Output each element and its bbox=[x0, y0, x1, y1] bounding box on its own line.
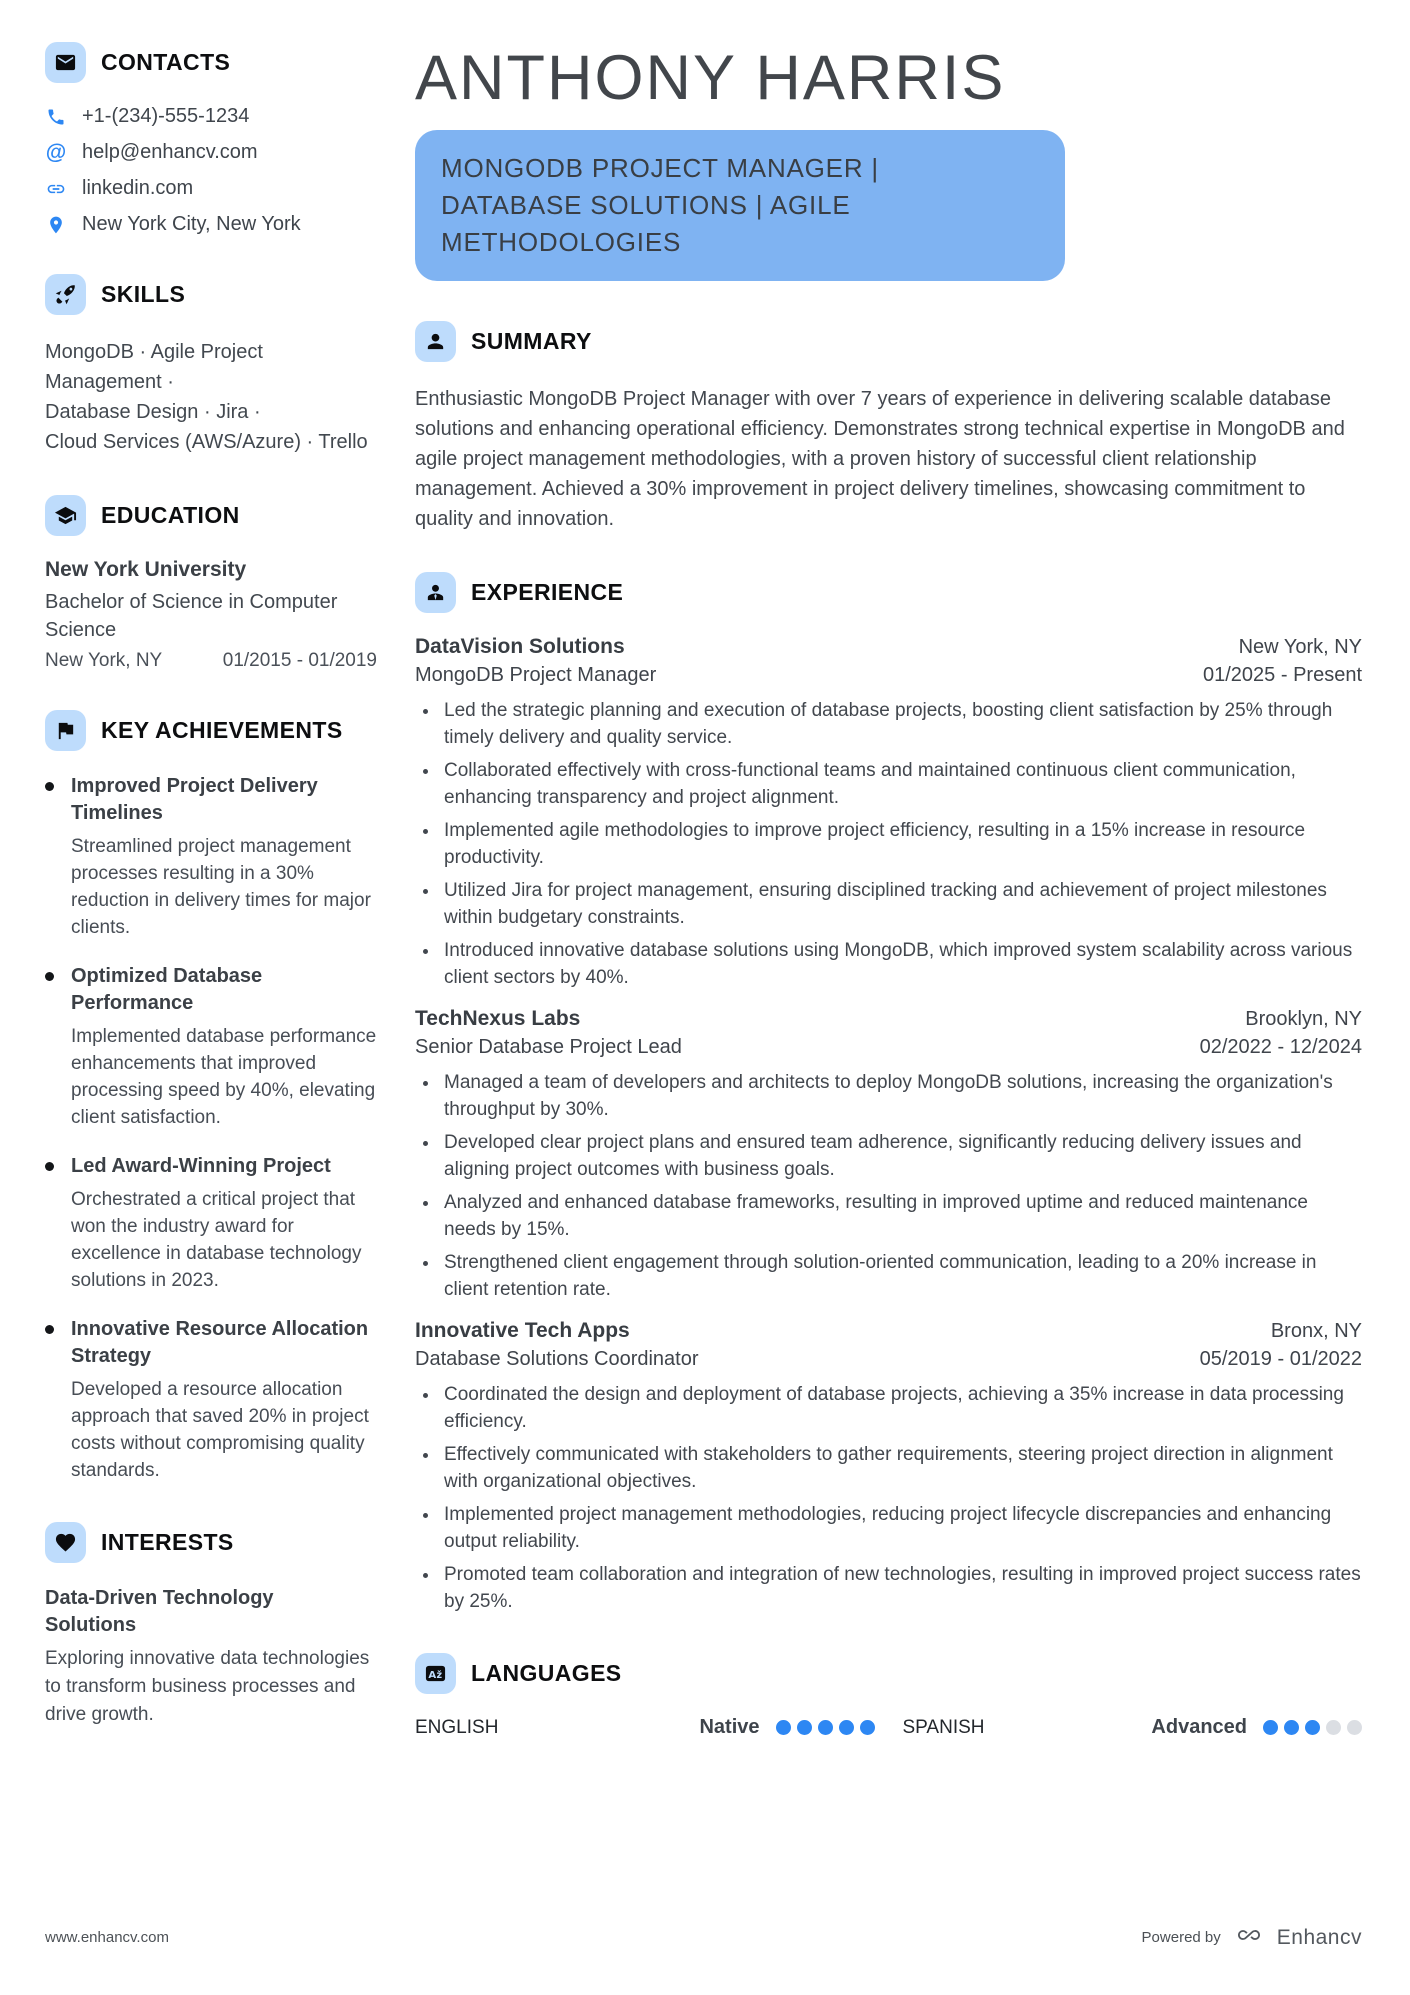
contact-location bbox=[45, 213, 377, 236]
job-dates: 02/2022 - 12/2024 bbox=[1199, 1036, 1362, 1058]
achievements-section bbox=[45, 710, 377, 1484]
achievement-heading: Improved Project Delivery Timelines bbox=[71, 775, 318, 824]
interests-section bbox=[45, 1522, 377, 1729]
achievements-title: KEY ACHIEVEMENTS bbox=[101, 717, 343, 743]
flag-icon bbox=[45, 710, 86, 751]
achievement-heading: Innovative Resource Allocation Strategy bbox=[71, 1318, 369, 1367]
skills-line: Database Design · Jira · bbox=[45, 401, 261, 423]
job-bullet: • Introduced innovative database solutions using MongoDB, which improved system scalability across various client sectors by 40%. bbox=[440, 937, 1362, 991]
achievement-heading: Led Award-Winning Project bbox=[71, 1155, 331, 1177]
translate-icon bbox=[415, 1653, 456, 1694]
skills-line: Cloud Services (AWS/Azure) · Trello bbox=[45, 431, 368, 453]
language-proficiency-dots bbox=[776, 1720, 875, 1735]
job-bullets bbox=[415, 697, 1362, 991]
language-level: Advanced bbox=[1151, 1716, 1247, 1738]
business-person-icon bbox=[415, 572, 456, 613]
education-dates: 01/2015 - 01/2019 bbox=[222, 650, 377, 671]
job-company: TechNexus Labs bbox=[415, 1007, 581, 1030]
job-dates: 05/2019 - 01/2022 bbox=[1199, 1348, 1362, 1370]
job-role: MongoDB Project Manager bbox=[415, 664, 657, 686]
achievement-item bbox=[45, 1316, 377, 1484]
contacts-header bbox=[45, 42, 377, 83]
svg-text:ž: ž bbox=[436, 1669, 443, 1681]
svg-text:A: A bbox=[428, 1669, 437, 1681]
education-location: New York, NY bbox=[45, 650, 163, 671]
contact-location-text: New York City, New York bbox=[82, 213, 301, 235]
languages-section bbox=[415, 1653, 1362, 1739]
person-name: ANTHONY HARRIS bbox=[415, 43, 1006, 113]
skills-title: SKILLS bbox=[101, 281, 186, 307]
skills-line: MongoDB · Agile Project Management · bbox=[45, 341, 263, 393]
experience-title: EXPERIENCE bbox=[471, 579, 624, 605]
job-location: New York, NY bbox=[1238, 636, 1362, 658]
envelope-icon bbox=[45, 42, 86, 83]
interests-header bbox=[45, 1522, 377, 1563]
job-bullet: • Developed clear project plans and ensured team adherence, significantly reducing delivery issues and aligning project outcomes with business goals. bbox=[440, 1129, 1362, 1183]
left-column bbox=[45, 42, 377, 1995]
job-bullets bbox=[415, 1381, 1362, 1615]
contact-email-text: help@enhancv.com bbox=[82, 141, 258, 163]
contact-linkedin[interactable] bbox=[45, 177, 377, 200]
graduation-cap-icon bbox=[45, 495, 86, 536]
skills-header bbox=[45, 274, 377, 315]
language-proficiency-dots bbox=[1263, 1720, 1362, 1735]
job-bullet: • Strengthened client engagement through solution-oriented communication, leading to a 20% increase in client retention rate. bbox=[440, 1249, 1362, 1303]
job-entry bbox=[415, 1007, 1362, 1303]
job-location: Bronx, NY bbox=[1270, 1320, 1362, 1342]
summary-text: Enthusiastic MongoDB Project Manager with over 7 years of experience in delivering scalable database solutions and enhancing operational efficiency. Demonstrates strong technical expertise in MongoDB and agile project management methodologies, with a proven history of successful client relationship management. Achieved a 30% improvement in project delivery timelines, showcasing commitment to quality and innovation. bbox=[415, 388, 1345, 530]
bullet-dot bbox=[45, 1162, 54, 1171]
bullet-dot bbox=[45, 972, 54, 981]
person-icon bbox=[415, 321, 456, 362]
education-header bbox=[45, 495, 377, 536]
job-company: Innovative Tech Apps bbox=[415, 1319, 630, 1342]
achievement-item bbox=[45, 773, 377, 941]
job-role: Senior Database Project Lead bbox=[415, 1036, 682, 1058]
job-role: Database Solutions Coordinator bbox=[415, 1348, 699, 1370]
bullet-dot bbox=[45, 1325, 54, 1334]
job-bullet: • Utilized Jira for project management, ensuring disciplined tracking and achievement of project milestones within budgetary constraints. bbox=[440, 877, 1362, 931]
page-footer bbox=[45, 1924, 1362, 1951]
link-icon bbox=[45, 178, 67, 200]
location-icon bbox=[45, 214, 67, 236]
rocket-icon bbox=[45, 274, 86, 315]
footer-website[interactable]: www.enhancv.com bbox=[45, 1929, 169, 1946]
language-item bbox=[903, 1716, 1363, 1739]
contact-email[interactable] bbox=[45, 141, 377, 164]
job-entry bbox=[415, 1319, 1362, 1615]
achievement-item bbox=[45, 1153, 377, 1294]
education-section bbox=[45, 495, 377, 672]
contacts-title: CONTACTS bbox=[101, 49, 231, 75]
job-bullet: • Coordinated the design and deployment of database projects, achieving a 35% increase in data processing efficiency. bbox=[440, 1381, 1362, 1435]
contact-phone-text: +1-(234)-555-1234 bbox=[82, 105, 250, 127]
summary-section bbox=[415, 321, 1362, 534]
bullet-dot bbox=[45, 782, 54, 791]
language-item bbox=[415, 1716, 875, 1739]
job-bullets bbox=[415, 1069, 1362, 1303]
achievement-body: Orchestrated a critical project that won the industry award for excellence in database technology solutions in 2023. bbox=[71, 1189, 362, 1291]
education-degree: Bachelor of Science in Computer Science bbox=[45, 591, 338, 641]
language-name: ENGLISH bbox=[415, 1716, 499, 1738]
heart-icon bbox=[45, 1522, 86, 1563]
job-bullet: • Led the strategic planning and execution of database projects, boosting client satisfaction by 25% through timely delivery and quality service. bbox=[440, 697, 1362, 751]
job-location: Brooklyn, NY bbox=[1245, 1008, 1362, 1030]
experience-section bbox=[415, 572, 1362, 1615]
job-bullet: • Collaborated effectively with cross-functional teams and maintained continuous client communication, enhancing transparency and project alignment. bbox=[440, 757, 1362, 811]
interests-title: INTERESTS bbox=[101, 1529, 234, 1555]
languages-title: LANGUAGES bbox=[471, 1660, 622, 1686]
infinity-icon bbox=[1231, 1924, 1267, 1951]
job-dates: 01/2025 - Present bbox=[1203, 664, 1362, 686]
job-entry bbox=[415, 635, 1362, 991]
contact-linkedin-text: linkedin.com bbox=[82, 177, 194, 199]
phone-icon bbox=[45, 106, 67, 128]
achievement-body: Developed a resource allocation approach that saved 20% in project costs without compromising quality standards. bbox=[71, 1379, 369, 1481]
brand-name[interactable]: Enhancv bbox=[1276, 1925, 1362, 1949]
job-bullet: • Managed a team of developers and architects to deploy MongoDB solutions, increasing the organization's throughput by 30%. bbox=[440, 1069, 1362, 1123]
education-meta bbox=[45, 650, 377, 672]
job-bullet: • Promoted team collaboration and integration of new technologies, resulting in improved project success rates by 25%. bbox=[440, 1561, 1362, 1615]
education-school: New York University bbox=[45, 558, 247, 581]
contact-phone bbox=[45, 105, 377, 128]
languages-header bbox=[415, 1653, 1362, 1694]
powered-by bbox=[1142, 1924, 1362, 1951]
headline-text: MONGODB PROJECT MANAGER | DATABASE SOLUTIONS | AGILE METHODOLOGIES bbox=[441, 153, 879, 257]
language-name: SPANISH bbox=[902, 1716, 985, 1738]
achievement-item bbox=[45, 963, 377, 1131]
language-level: Native bbox=[699, 1716, 760, 1738]
experience-header bbox=[415, 572, 1362, 613]
powered-by-label: Powered by bbox=[1141, 1929, 1221, 1946]
headline-box bbox=[415, 130, 1065, 281]
right-column bbox=[415, 42, 1362, 1995]
interest-name: Data-Driven Technology Solutions bbox=[45, 1587, 274, 1636]
job-company: DataVision Solutions bbox=[415, 635, 625, 658]
at-icon: @ bbox=[45, 140, 67, 164]
interest-description: Exploring innovative data technologies to transform business processes and drive growth. bbox=[45, 1648, 370, 1725]
summary-title: SUMMARY bbox=[471, 328, 592, 354]
achievement-heading: Optimized Database Performance bbox=[71, 965, 263, 1014]
summary-header bbox=[415, 321, 1362, 362]
job-bullet: • Analyzed and enhanced database frameworks, resulting in improved uptime and reduced maintenance needs by 15%. bbox=[440, 1189, 1362, 1243]
achievements-header bbox=[45, 710, 377, 751]
education-title: EDUCATION bbox=[101, 502, 240, 528]
achievement-body: Implemented database performance enhancements that improved processing speed by 40%, elevating client satisfaction. bbox=[71, 1026, 377, 1128]
job-bullet: • Implemented agile methodologies to improve project efficiency, resulting in a 15% increase in resource productivity. bbox=[440, 817, 1362, 871]
contacts-section bbox=[45, 42, 377, 236]
achievement-body: Streamlined project management processes resulting in a 30% reduction in delivery times for major clients. bbox=[71, 836, 371, 938]
skills-section bbox=[45, 274, 377, 457]
job-bullet: • Effectively communicated with stakeholders to gather requirements, steering project direction in alignment with organizational objectives. bbox=[440, 1441, 1362, 1495]
languages-row bbox=[415, 1716, 1362, 1739]
job-bullet: • Implemented project management methodologies, reducing project lifecycle discrepancies and enhancing output reliability. bbox=[440, 1501, 1362, 1555]
